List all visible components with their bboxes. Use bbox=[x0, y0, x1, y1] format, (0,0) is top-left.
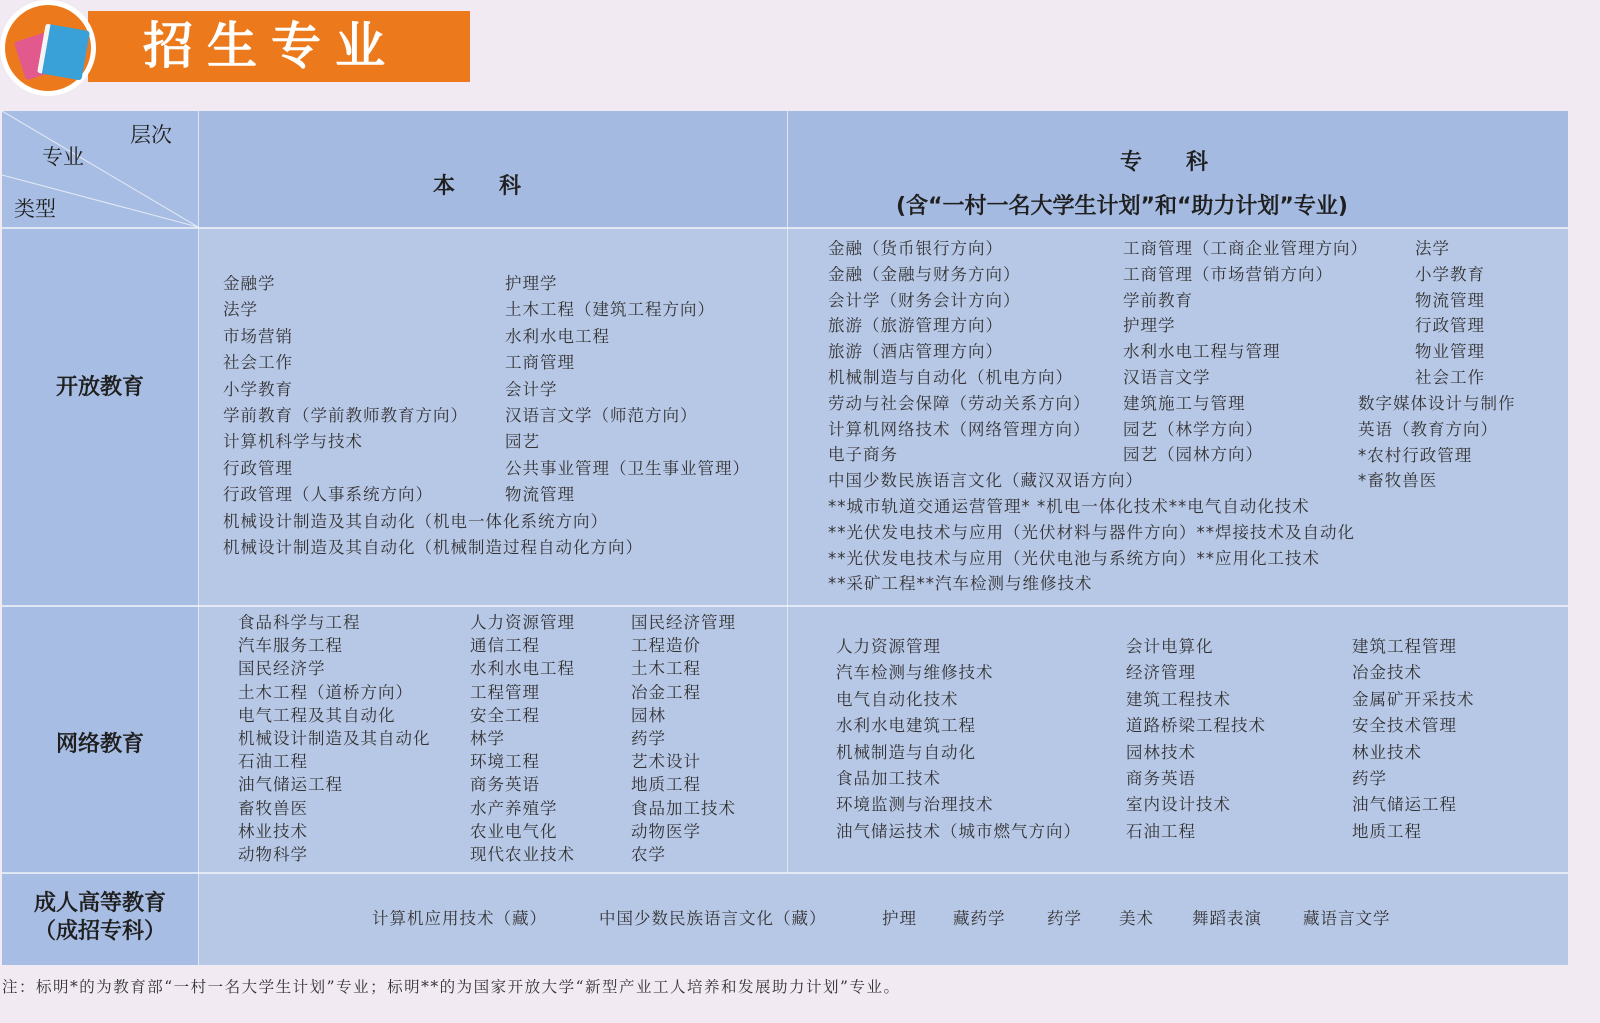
row-online-label: 网络教育 bbox=[55, 732, 144, 757]
major-item: **光伏发电技术与应用（光伏材料与器件方向）**焊接技术及自动化 bbox=[828, 522, 1355, 542]
major-item: 机械设计制造及其自动化（机械制造过程自动化方向） bbox=[223, 538, 643, 557]
majors-table bbox=[2, 111, 1568, 965]
major-item: 旅游（旅游管理方向） bbox=[828, 316, 1003, 336]
major-item: 室内设计技术 bbox=[1126, 795, 1231, 815]
major-item: 农业电气化 bbox=[470, 821, 558, 841]
banner bbox=[0, 0, 475, 95]
major-item: 计算机应用技术（藏） bbox=[372, 909, 547, 928]
major-item: 旅游（酒店管理方向） bbox=[828, 342, 1003, 362]
major-item: 商务英语 bbox=[1126, 769, 1196, 788]
major-item: 国民经济学 bbox=[238, 659, 326, 679]
major-item: 土木工程（道桥方向） bbox=[238, 682, 413, 702]
major-item: *畜牧兽医 bbox=[1358, 471, 1438, 491]
major-item: 食品加工技术 bbox=[836, 769, 941, 788]
major-item: 建筑工程管理 bbox=[1352, 637, 1457, 656]
major-item: 汉语言文学 bbox=[1123, 368, 1211, 387]
major-item: 社会工作 bbox=[1415, 368, 1485, 387]
major-item: 法学 bbox=[223, 300, 258, 320]
major-item: 工商管理（市场营销方向） bbox=[1123, 264, 1333, 284]
major-item: 机械制造与自动化（机电方向） bbox=[828, 368, 1073, 387]
major-item: 机械设计制造及其自动化 bbox=[238, 729, 431, 748]
major-item: 小学教育 bbox=[1415, 264, 1485, 284]
corner-type: 类型 bbox=[14, 197, 56, 221]
major-item: **采矿工程**汽车检测与维修技术 bbox=[828, 574, 1093, 594]
major-item: 安全工程 bbox=[470, 705, 540, 725]
major-item: 学前教育（学前教师教育方向） bbox=[223, 406, 468, 425]
major-item: 行政管理 bbox=[223, 458, 293, 478]
grid-line bbox=[787, 111, 788, 873]
major-item: 建筑施工与管理 bbox=[1123, 393, 1246, 413]
major-item: 土木工程（建筑工程方向） bbox=[505, 300, 715, 320]
major-item: 会计电算化 bbox=[1126, 637, 1214, 656]
corner-cell bbox=[2, 111, 198, 227]
major-item: 中国少数民族语言文化（藏汉双语方向） bbox=[828, 471, 1143, 491]
major-item: 动物医学 bbox=[631, 821, 701, 841]
major-item: 计算机网络技术（网络管理方向） bbox=[828, 419, 1091, 439]
major-item: 电气自动化技术 bbox=[836, 689, 959, 709]
major-item: 冶金工程 bbox=[631, 682, 701, 702]
major-item: 土木工程 bbox=[631, 659, 701, 679]
row-adult-line2: （成招专科） bbox=[33, 919, 166, 944]
row-open bbox=[2, 228, 198, 606]
major-item: 会计学 bbox=[505, 379, 558, 399]
major-item: 金融（金融与财务方向） bbox=[828, 264, 1021, 284]
books-icon bbox=[0, 0, 96, 96]
row-adult bbox=[2, 874, 198, 965]
major-item: 园艺（园林方向） bbox=[1123, 445, 1263, 465]
major-item: 会计学（财务会计方向） bbox=[828, 290, 1021, 310]
major-item: 石油工程 bbox=[238, 752, 308, 772]
major-item: 社会工作 bbox=[223, 353, 293, 373]
major-item: 园林 bbox=[631, 705, 666, 725]
major-item: 畜牧兽医 bbox=[238, 798, 308, 818]
major-item: 水产养殖学 bbox=[470, 798, 558, 818]
major-item: 数字媒体设计与制作 bbox=[1358, 394, 1516, 413]
grid-line bbox=[2, 227, 1568, 229]
major-item: 园艺 bbox=[505, 432, 540, 452]
major-item: 人力资源管理 bbox=[836, 637, 941, 656]
major-item: 小学教育 bbox=[223, 379, 293, 399]
major-item: 药学 bbox=[631, 729, 666, 748]
major-item: 英语（教育方向） bbox=[1358, 419, 1498, 439]
major-item: 汉语言文学（师范方向） bbox=[505, 406, 698, 425]
major-item: 油气储运工程 bbox=[238, 775, 343, 795]
major-item: 油气储运技术（城市燃气方向） bbox=[836, 821, 1081, 841]
major-item: 地质工程 bbox=[1352, 821, 1422, 841]
major-item: 园艺（林学方向） bbox=[1123, 419, 1263, 439]
major-item: 石油工程 bbox=[1126, 821, 1196, 841]
major-item: 食品科学与工程 bbox=[238, 613, 361, 632]
grid-line bbox=[198, 111, 199, 965]
major-item: 现代农业技术 bbox=[470, 845, 575, 864]
major-item: 商务英语 bbox=[470, 775, 540, 795]
major-item: 工程管理 bbox=[470, 682, 540, 702]
major-item: 通信工程 bbox=[470, 636, 540, 656]
major-item: 藏药学 bbox=[953, 909, 1006, 928]
major-item: 药学 bbox=[1352, 769, 1387, 788]
major-item: 金融（货币银行方向） bbox=[828, 239, 1003, 258]
major-item: 安全技术管理 bbox=[1352, 716, 1457, 736]
major-item: 工程造价 bbox=[631, 636, 701, 656]
major-item: 农学 bbox=[631, 845, 666, 864]
grid-line bbox=[2, 605, 1568, 607]
major-item: 市场营销 bbox=[223, 326, 293, 346]
major-item: 环境工程 bbox=[470, 752, 540, 772]
major-item: 环境监测与治理技术 bbox=[836, 795, 994, 815]
major-item: 水利水电建筑工程 bbox=[836, 716, 976, 736]
header-undergrad bbox=[199, 111, 787, 227]
corner-level: 层次 bbox=[130, 123, 172, 147]
major-item: 美术 bbox=[1119, 909, 1154, 928]
major-item: 护理学 bbox=[505, 274, 558, 293]
major-item: 护理学 bbox=[1123, 316, 1176, 336]
major-item: 油气储运工程 bbox=[1352, 795, 1457, 815]
major-item: 电气工程及其自动化 bbox=[238, 705, 396, 725]
major-item: 林业技术 bbox=[1352, 742, 1422, 762]
banner-title: 招生专业 bbox=[143, 17, 399, 75]
major-item: 舞蹈表演 bbox=[1192, 909, 1262, 928]
major-item: 物业管理 bbox=[1415, 342, 1485, 362]
major-item: 国民经济管理 bbox=[631, 613, 736, 632]
row-adult-line1: 成人高等教育 bbox=[33, 891, 166, 916]
major-item: 物流管理 bbox=[1415, 290, 1485, 310]
major-item: 药学 bbox=[1047, 909, 1082, 928]
major-item: 林业技术 bbox=[238, 821, 308, 841]
header-junior-sub: (含“一村一名大学生计划”和“助力计划”专业) bbox=[896, 194, 1348, 219]
major-item: 物流管理 bbox=[505, 485, 575, 505]
major-item: 地质工程 bbox=[631, 775, 701, 795]
major-item: 行政管理 bbox=[1415, 316, 1485, 336]
major-item: 人力资源管理 bbox=[470, 613, 575, 632]
major-item: 工商管理（工商企业管理方向） bbox=[1123, 239, 1368, 258]
major-item: 林学 bbox=[470, 729, 505, 748]
row-online bbox=[2, 607, 198, 873]
major-item: 水利水电工程 bbox=[505, 326, 610, 346]
corner-major: 专业 bbox=[42, 145, 84, 169]
major-item: 学前教育 bbox=[1123, 290, 1193, 310]
grid-line bbox=[2, 872, 1568, 874]
major-item: 冶金技术 bbox=[1352, 663, 1422, 683]
major-item: 藏语言文学 bbox=[1303, 909, 1391, 928]
major-item: 金融学 bbox=[223, 274, 276, 293]
major-item: 动物科学 bbox=[238, 845, 308, 864]
header-undergrad-label: 本 科 bbox=[433, 174, 522, 199]
major-item: 建筑工程技术 bbox=[1126, 689, 1231, 709]
major-item: 法学 bbox=[1415, 239, 1450, 258]
major-item: 电子商务 bbox=[828, 445, 898, 465]
major-item: 园林技术 bbox=[1126, 742, 1196, 762]
footnote: 注：标明*的为教育部“一村一名大学生计划”专业；标明**的为国家开放大学“新型产业工人培养和发展助力计划”专业。 bbox=[2, 978, 901, 996]
major-item: 水利水电工程与管理 bbox=[1123, 342, 1281, 362]
major-item: 食品加工技术 bbox=[631, 798, 736, 818]
major-item: 经济管理 bbox=[1126, 663, 1196, 683]
header-junior bbox=[788, 111, 1568, 227]
major-item: 机械设计制造及其自动化（机电一体化系统方向） bbox=[223, 511, 608, 531]
major-item: 行政管理（人事系统方向） bbox=[223, 485, 433, 505]
major-item: 水利水电工程 bbox=[470, 659, 575, 679]
book-blue-icon bbox=[37, 23, 90, 80]
major-item: 公共事业管理（卫生事业管理） bbox=[505, 458, 750, 478]
major-item: 护理 bbox=[882, 909, 917, 928]
major-item: 工商管理 bbox=[505, 353, 575, 373]
major-item: 艺术设计 bbox=[631, 752, 701, 772]
major-item: **光伏发电技术与应用（光伏电池与系统方向）**应用化工技术 bbox=[828, 548, 1320, 568]
major-item: 道路桥梁工程技术 bbox=[1126, 716, 1266, 736]
major-item: 汽车服务工程 bbox=[238, 636, 343, 656]
major-item: 金属矿开采技术 bbox=[1352, 689, 1475, 709]
major-item: 中国少数民族语言文化（藏） bbox=[599, 909, 827, 928]
major-item: 计算机科学与技术 bbox=[223, 432, 363, 452]
major-item: **城市轨道交通运营管理* *机电一体化技术**电气自动化技术 bbox=[828, 497, 1310, 516]
major-item: *农村行政管理 bbox=[1358, 445, 1473, 465]
major-item: 劳动与社会保障（劳动关系方向） bbox=[828, 393, 1091, 413]
header-junior-label: 专 科 bbox=[1120, 150, 1209, 175]
major-item: 汽车检测与维修技术 bbox=[836, 663, 994, 683]
major-item: 机械制造与自动化 bbox=[836, 742, 976, 762]
row-open-label: 开放教育 bbox=[55, 375, 144, 400]
